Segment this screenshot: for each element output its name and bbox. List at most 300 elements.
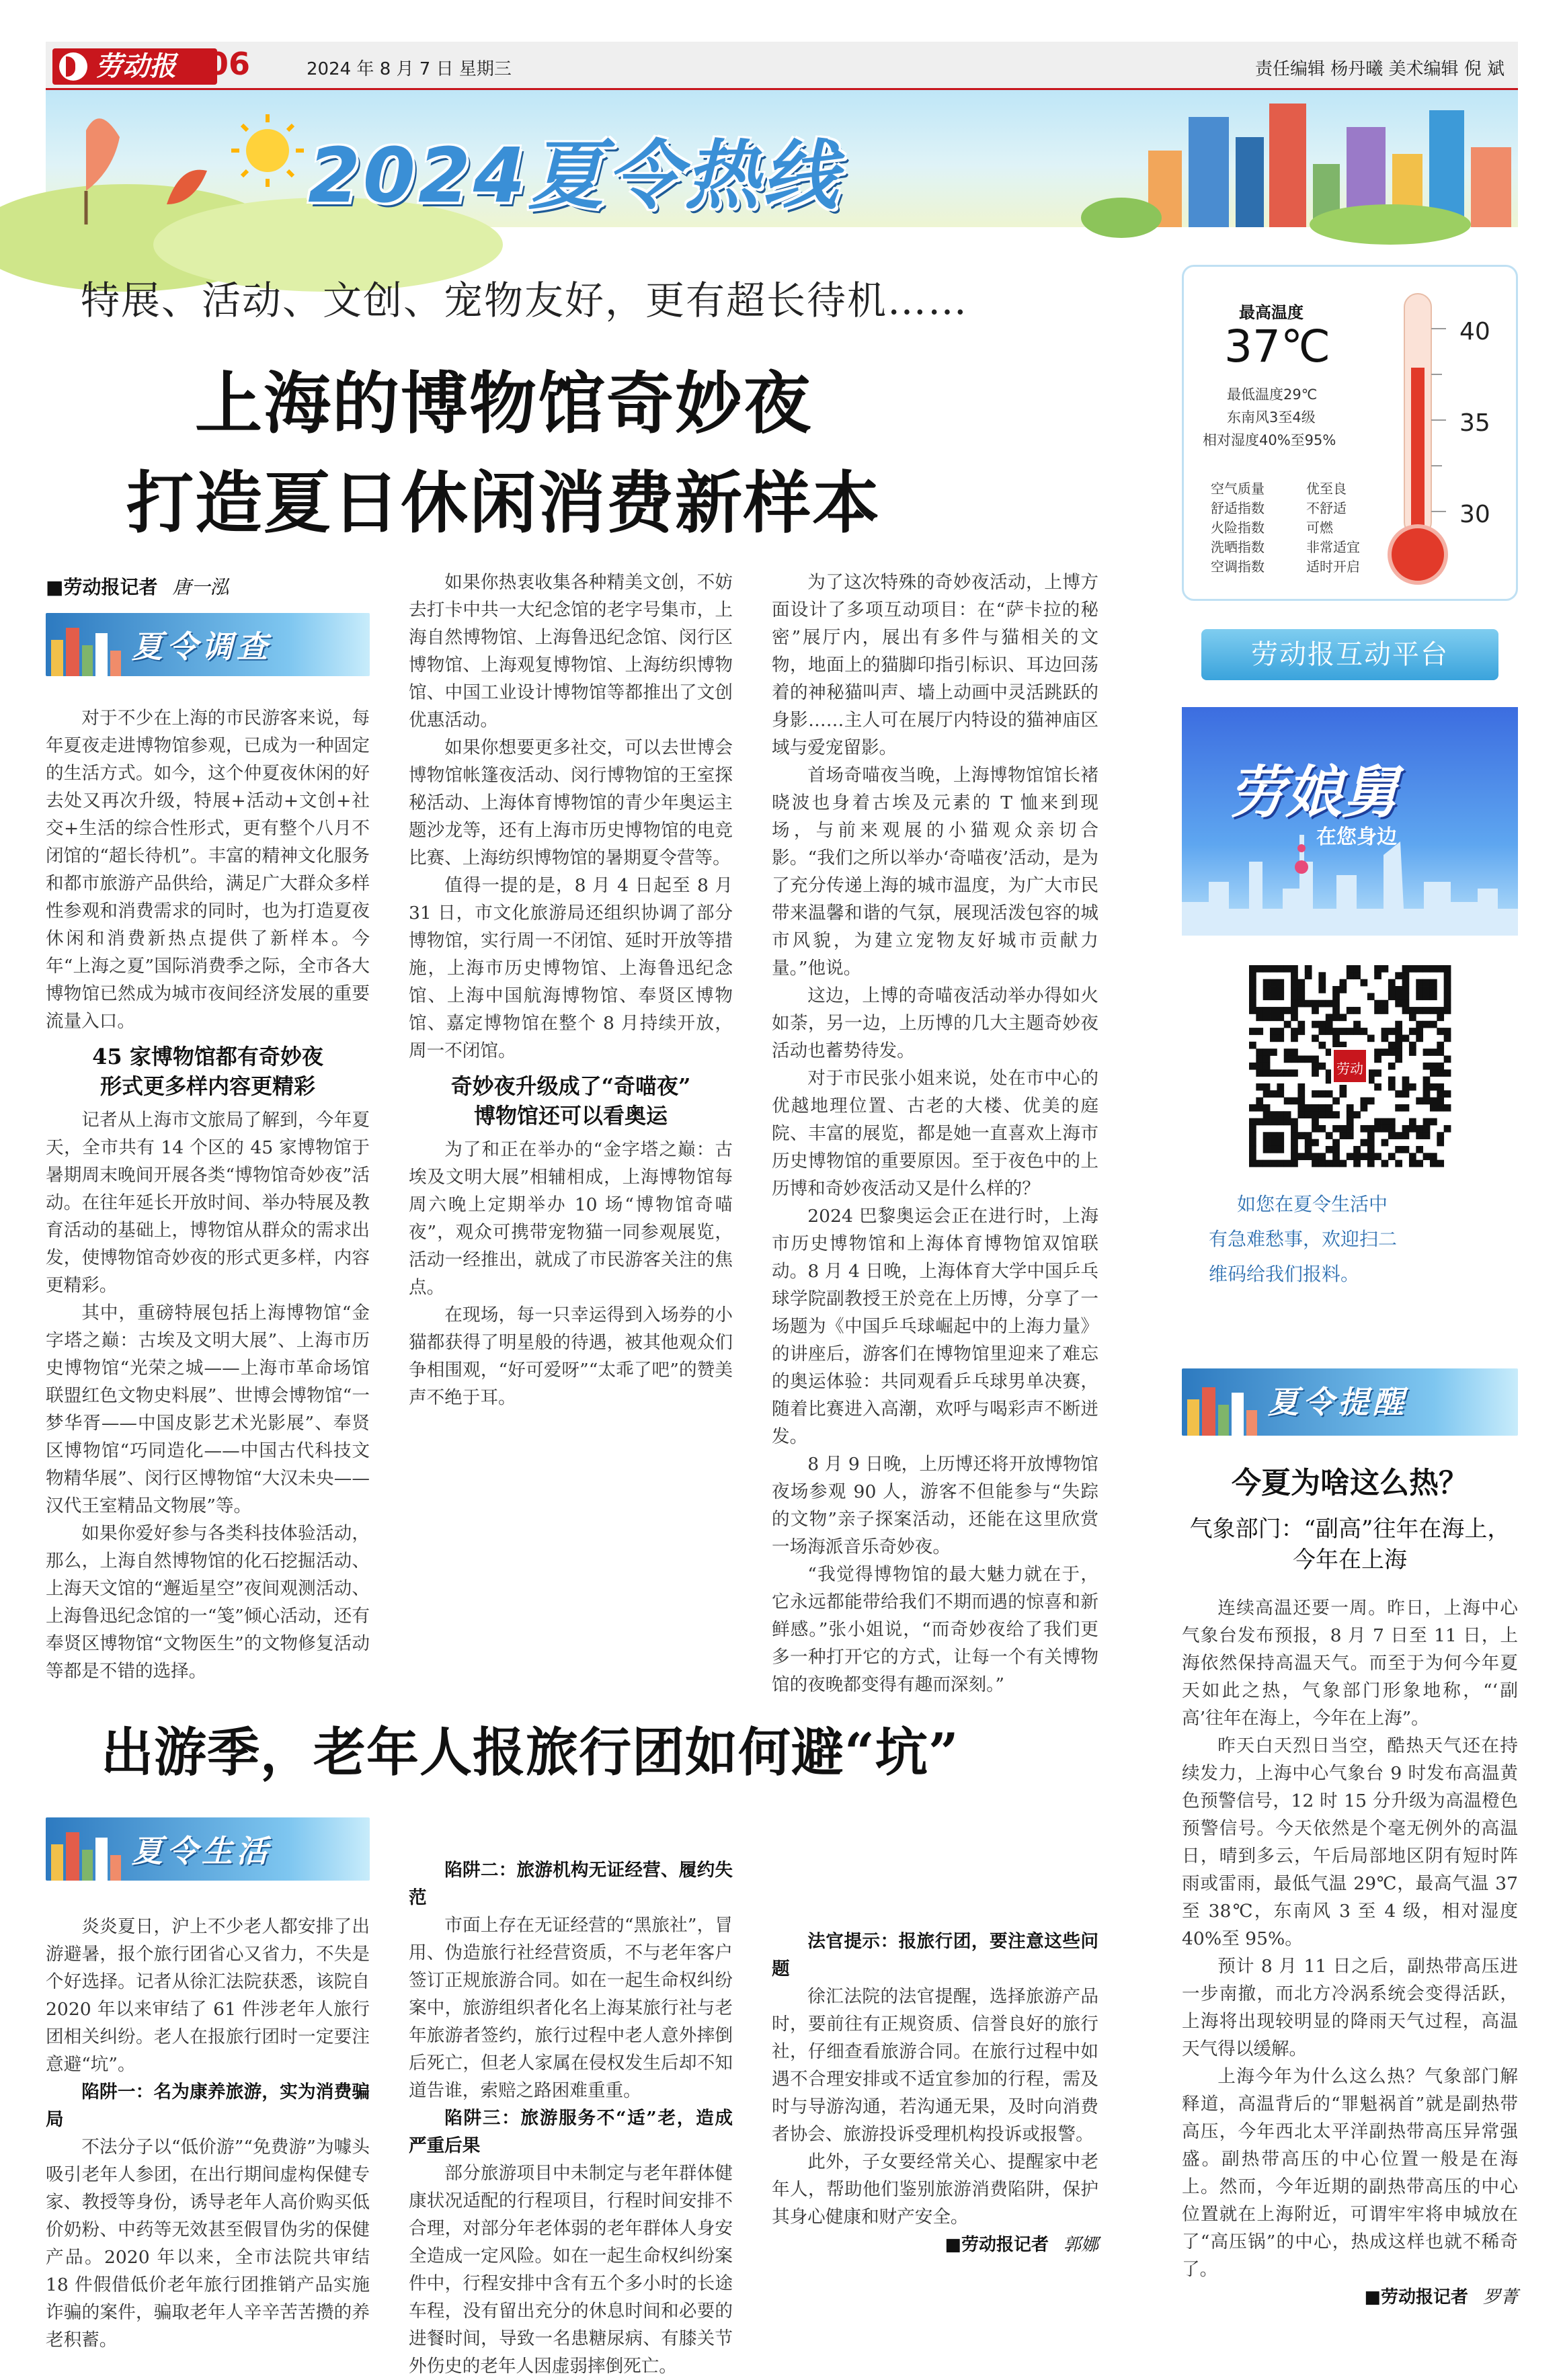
wind: 东南风3至4级: [1227, 409, 1316, 425]
qr-module: [1256, 1028, 1263, 1035]
qr-module: [1249, 1000, 1256, 1008]
qr-module: [1374, 972, 1381, 979]
qr-module: [1297, 1021, 1305, 1028]
qr-module: [1388, 1063, 1396, 1070]
city-skyline-icon: [1182, 1372, 1263, 1436]
qr-module: [1332, 1125, 1340, 1133]
qr-module: [1277, 1007, 1284, 1014]
qr-module: [1409, 1160, 1416, 1167]
qr-module: [1430, 1021, 1437, 1028]
qr-module: [1437, 1042, 1444, 1049]
qr-module: [1381, 965, 1389, 973]
qr-module: [1256, 1098, 1263, 1105]
qr-module: [1416, 1021, 1423, 1028]
qr-module: [1277, 1160, 1284, 1167]
index-row: 火险指数 可燃: [1211, 520, 1333, 536]
qr-module: [1263, 993, 1271, 1000]
qr-module: [1444, 1125, 1451, 1133]
qr-module: [1277, 1146, 1284, 1153]
qr-module: [1416, 1146, 1423, 1153]
article1-subhead-1: 45 家博物馆都有奇妙夜 形式更多样内容更精彩: [92, 1044, 323, 1099]
qr-module: [1318, 1090, 1326, 1098]
qr-module: [1367, 1146, 1375, 1153]
qr-module: [1416, 1160, 1423, 1167]
qr-module: [1318, 1028, 1326, 1035]
qr-module: [1437, 1139, 1444, 1147]
qr-module: [1416, 986, 1423, 993]
qr-module: [1291, 1034, 1298, 1042]
article3-para-3: 市面上存在无证经营的“黑旅社”，冒用、伪造旅行社经营资质，不与老年客户签订正规旅游合同。如在一起生命权纠纷案中，旅游组织者化名上海某旅行社与老年旅游者签约，旅行过程中老人意外摔倒后死亡，但老人家属在侵权发生后却不知道告谁，索赔之路困难重重。: [409, 1915, 733, 2101]
qr-module: [1270, 1160, 1277, 1167]
qr-module: [1402, 965, 1410, 973]
qr-module: [1297, 979, 1305, 987]
qr-module: [1318, 1042, 1326, 1049]
qr-module: [1249, 1132, 1256, 1139]
index-row: 空调指数 适时开启: [1211, 559, 1360, 575]
qr-module: [1270, 1139, 1277, 1147]
interactive-slogan-2: 在您身边: [1316, 825, 1397, 849]
qr-module: [1249, 1146, 1256, 1153]
qr-module: [1270, 1146, 1277, 1153]
qr-module: [1423, 1077, 1431, 1084]
qr-module: [1263, 1132, 1271, 1139]
qr-module: [1312, 1160, 1319, 1167]
article3-para-5: 徐汇法院的法官提醒，选择旅游产品时，要前往有正规资质、信誉良好的旅行社，仔细查看旅游合同。在旅行过程中如遇不合理安排或不适宜参加的行程，需及时与导游沟通，若沟通无果，及时向消费者协会、旅游投诉受理机构投诉或报警。: [772, 1986, 1098, 2145]
qr-module: [1361, 979, 1368, 987]
qr-module: [1416, 1125, 1423, 1133]
qr-module: [1409, 1014, 1416, 1021]
qr-module: [1353, 965, 1361, 973]
qr-module: [1297, 1090, 1305, 1098]
qr-module: [1291, 1098, 1298, 1105]
qr-module: [1409, 1153, 1416, 1160]
article3-column-2: [409, 1801, 733, 2380]
article1-para-10: 为了这次特殊的奇妙夜活动，上博方面设计了多项互动项目：在“萨卡拉的秘密”展厅内，展出有多件与猫相关的文物，地面上的猫脚印指引标识、耳边回荡着的神秘猫叫声、墙上动画中灵活跳跃的身影……主人可在展厅内特设的猫神庙区域与爱宠留影。: [772, 572, 1098, 758]
qr-module: [1291, 1125, 1298, 1133]
qr-module: [1297, 1098, 1305, 1105]
qr-module: [1347, 1028, 1354, 1035]
qr-module: [1395, 1146, 1402, 1153]
qr-module: [1402, 986, 1410, 993]
qr-module: [1284, 1049, 1291, 1056]
article1-column-3: [772, 569, 1098, 1698]
qr-module: [1395, 1021, 1402, 1028]
qr-module: [1388, 1077, 1396, 1084]
qr-module: [1297, 993, 1305, 1000]
qr-module: [1416, 993, 1423, 1000]
qr-module: [1444, 965, 1451, 973]
qr-module: [1444, 986, 1451, 993]
qr-module: [1297, 1000, 1305, 1008]
qr-module: [1367, 1139, 1375, 1147]
article1-para-15: 8 月 9 日晚，上历博还将开放博物馆夜场参观 90 人，游客不但能参与“失踪的文物”亲子探案活动，还能在这里欣赏一场海派音乐奇妙夜。: [772, 1454, 1098, 1557]
article1-para-9: 在现场，每一只幸运得到入场券的小猫都获得了明星般的待遇，被其他观众们争相围观，“好可爱呀”“太乖了吧”的赞美声不绝于耳。: [409, 1305, 733, 1408]
article1-para-12: 这边，上博的奇喵夜活动举办得如火如荼，另一边，上历博的几大主题奇妙夜活动也蓄势待发。: [772, 985, 1098, 1061]
qr-module: [1263, 1083, 1271, 1091]
qr-module: [1332, 1007, 1340, 1014]
qr-module: [1339, 986, 1347, 993]
qr-module: [1409, 1007, 1416, 1014]
qr-module: [1291, 1146, 1298, 1153]
qr-module: [1270, 1090, 1277, 1098]
masthead: [46, 42, 1518, 90]
qr-module: [1256, 1069, 1263, 1077]
scale-35: 35: [1459, 409, 1490, 437]
qr-module: [1284, 1007, 1291, 1014]
qr-module: [1277, 1083, 1284, 1091]
qr-module: [1318, 1160, 1326, 1167]
qr-module: [1423, 986, 1431, 993]
qr-module: [1312, 1139, 1319, 1147]
qr-module: [1430, 986, 1437, 993]
article3-byline: ■劳动报记者 郭娜: [945, 2235, 1098, 2255]
qr-module: [1312, 1104, 1319, 1112]
article3-trap-3-title: 陷阱三：旅游服务不“适”老，造成严重后果: [409, 2108, 733, 2156]
qr-module: [1263, 1090, 1271, 1098]
qr-module: [1430, 1049, 1437, 1056]
qr-module: [1305, 1146, 1312, 1153]
qr-module: [1263, 965, 1271, 973]
article1-column-2: [409, 569, 733, 1411]
qr-module: [1277, 986, 1284, 993]
qr-module: [1381, 1118, 1389, 1126]
qr-module: [1249, 1118, 1256, 1126]
qr-module: [1312, 1069, 1319, 1077]
qr-module: [1361, 1153, 1368, 1160]
qr-module: [1249, 979, 1256, 987]
qr-module: [1416, 1098, 1423, 1105]
qr-module: [1297, 1111, 1305, 1118]
qr-module: [1388, 1042, 1396, 1049]
qr-module: [1444, 993, 1451, 1000]
article1-para-6: 如果你想要更多社交，可以去世博会博物馆帐篷夜活动、闵行博物馆的王室探秘活动、上海体育博物馆的青少年奥运主题沙龙等，还有上海市历史博物馆的电竞比赛、上海纺织博物馆的暑期夏令营等。: [409, 737, 733, 868]
qr-module: [1270, 1049, 1277, 1056]
qr-module: [1361, 1098, 1368, 1105]
qr-module: [1367, 1098, 1375, 1105]
qr-module: [1353, 1021, 1361, 1028]
qr-module: [1395, 986, 1402, 993]
qr-module: [1437, 1160, 1444, 1167]
qr-module: [1361, 1125, 1368, 1133]
qr-module: [1326, 1111, 1333, 1118]
qr-module: [1402, 1090, 1410, 1098]
qr-module: [1437, 1104, 1444, 1112]
qr-module: [1416, 965, 1423, 973]
qr-module: [1353, 1028, 1361, 1035]
city-skyline-icon: [46, 613, 126, 676]
qr-module: [1263, 1014, 1271, 1021]
article3-para-2: 不法分子以“低价游”“免费游”为噱头吸引老年人参团，在出行期间虚构保健专家、教授等身份，诱导老年人高价购买低价奶粉、中药等无效甚至假冒伪劣的保健产品。2020 年以来，全市法院共审结 18 件假借低价老年旅行团推销产品实施诈骗的案件，骗取老年人辛辛苦苦攒的养老积蓄。: [46, 2137, 370, 2350]
qr-module: [1437, 1063, 1444, 1070]
qr-module: [1347, 1118, 1354, 1126]
qr-module: [1291, 1000, 1298, 1008]
section-label-reminder: 夏令提醒: [1268, 1384, 1408, 1420]
qr-module: [1305, 965, 1312, 973]
qr-module: [1291, 1014, 1298, 1021]
article3-trap-1-title: 陷阱一：名为康养旅游，实为消费骗局: [46, 2082, 370, 2130]
interactive-text: [1182, 1187, 1518, 1292]
qr-module: [1326, 1000, 1333, 1008]
qr-module: [1430, 1063, 1437, 1070]
qr-module: [1263, 1111, 1271, 1118]
qr-module: [1318, 1111, 1326, 1118]
qr-module: [1388, 986, 1396, 993]
qr-module: [1430, 1098, 1437, 1105]
qr-module: [1402, 979, 1410, 987]
qr-module: [1444, 1028, 1451, 1035]
qr-module: [1277, 1069, 1284, 1077]
qr-module: [1381, 1160, 1389, 1167]
qr-module: [1367, 1132, 1375, 1139]
qr-module: [1395, 993, 1402, 1000]
qr-module: [1367, 1153, 1375, 1160]
qr-module: [1249, 1160, 1256, 1167]
qr-module: [1353, 972, 1361, 979]
qr-module: [1374, 1069, 1381, 1077]
qr-module: [1249, 1125, 1256, 1133]
qr-module: [1437, 1090, 1444, 1098]
qr-module: [1381, 1125, 1389, 1133]
qr-module: [1305, 1104, 1312, 1112]
qr-module: [1444, 1007, 1451, 1014]
qr-module: [1381, 1139, 1389, 1147]
article1-para-14: 2024 巴黎奥运会正在进行时，上海市历史博物馆和上海体育博物馆双馆联动。8 月 4 日晚，上海体育大学中国乒乓球学院副教授王於竞在上历博，分享了一场题为《中国乒乓球崛起中的上海力量》的讲座后，游客们在博物馆里迎来了难忘的奥运体验：共同观看乒乓球男单决赛，随着比赛进入高潮，欢呼与喝彩声不断迸发。: [772, 1206, 1098, 1447]
qr-module: [1409, 1049, 1416, 1056]
qr-module: [1444, 1069, 1451, 1077]
qr-module: [1318, 986, 1326, 993]
thermometer-icon: [1384, 287, 1451, 589]
qr-module: [1249, 1104, 1256, 1112]
qr-module: [1332, 1111, 1340, 1118]
qr-module: [1395, 1034, 1402, 1042]
qr-module: [1361, 1028, 1368, 1035]
qr-module: [1395, 1132, 1402, 1139]
qr-module: [1381, 1028, 1389, 1035]
qr-module: [1367, 1160, 1375, 1167]
qr-module: [1297, 986, 1305, 993]
qr-module: [1381, 1007, 1389, 1014]
qr-module: [1326, 1021, 1333, 1028]
qr-module: [1430, 1069, 1437, 1077]
qr-module: [1444, 979, 1451, 987]
city-skyline-icon: [46, 1817, 126, 1881]
qr-module: [1444, 1090, 1451, 1098]
qr-module: [1423, 1090, 1431, 1098]
article1-para-4: 如果你爱好参与各类科技体验活动，那么，上海自然博物馆的化石挖掘活动、上海天文馆的“邂逅星空”夜间观测活动、上海鲁迅纪念馆的一“笺”倾心活动，还有奉贤区博物馆“文物医生”的文物修复活动等都是不错的选择。: [46, 1523, 370, 1682]
qr-module: [1284, 1021, 1291, 1028]
qr-module: [1437, 1098, 1444, 1105]
qr-module: [1284, 1118, 1291, 1126]
qr-module: [1284, 965, 1291, 973]
qr-module: [1430, 1153, 1437, 1160]
qr-module: [1347, 1104, 1354, 1112]
qr-module: [1270, 1028, 1277, 1035]
section-banner-life: [46, 1817, 370, 1881]
qr-module: [1430, 993, 1437, 1000]
qr-module: [1388, 993, 1396, 1000]
qr-module: [1332, 993, 1340, 1000]
article1-para-3: 其中，重磅特展包括上海博物馆“金字塔之巅：古埃及文明大展”、上海市历史博物馆“光荣之城——上海市革命场馆联盟红色文物史料展”、世博会博物馆“一梦华胥——中国皮影艺术光影展”、奉贤区博物馆“巧同造化——中国古代科技文物精华展”、闵行区博物馆“大汉未央——汉代王室精品文物展”等。: [46, 1303, 370, 1516]
qr-module: [1312, 1021, 1319, 1028]
interactive-text-line-2: 有急难愁事，欢迎扫二: [1209, 1228, 1398, 1250]
qr-module: [1297, 1132, 1305, 1139]
qr-module: [1277, 1111, 1284, 1118]
index-row: 舒适指数 不舒适: [1211, 500, 1347, 516]
qr-module: [1312, 1063, 1319, 1070]
qr-module: [1395, 1160, 1402, 1167]
qr-module: [1430, 979, 1437, 987]
scale-40: 40: [1459, 318, 1490, 345]
qr-code[interactable]: [1249, 965, 1451, 1167]
qr-module: [1388, 1118, 1396, 1126]
qr-module: [1297, 1055, 1305, 1063]
page-number: 06: [207, 46, 251, 82]
qr-module: [1332, 1034, 1340, 1042]
qr-module: [1291, 1055, 1298, 1063]
qr-module: [1291, 1153, 1298, 1160]
qr-module: [1312, 1034, 1319, 1042]
qr-module: [1437, 1007, 1444, 1014]
qr-module: [1416, 1028, 1423, 1035]
qr-module: [1256, 1049, 1263, 1056]
qr-module: [1416, 979, 1423, 987]
qr-module: [1263, 979, 1271, 987]
qr-module: [1388, 1083, 1396, 1091]
qr-module: [1402, 1083, 1410, 1091]
qr-module: [1277, 993, 1284, 1000]
qr-module: [1347, 1125, 1354, 1133]
qr-module: [1277, 1034, 1284, 1042]
qr-module: [1409, 1042, 1416, 1049]
qr-module: [1347, 1153, 1354, 1160]
qr-module: [1361, 1139, 1368, 1147]
qr-module: [1318, 1153, 1326, 1160]
qr-module: [1374, 1153, 1381, 1160]
qr-module: [1423, 1153, 1431, 1160]
qr-module: [1423, 1049, 1431, 1056]
qr-module: [1291, 1069, 1298, 1077]
qr-module: [1409, 1028, 1416, 1035]
qr-module: [1256, 1104, 1263, 1112]
qr-module: [1305, 1132, 1312, 1139]
article1-para-1: 对于不少在上海的市民游客来说，每年夏夜走进博物馆参观，已成为一种固定的生活方式。如今，这个仲夏夜休闲的好去处又再次升级，特展+活动+文创+社交+生活的综合性形式，更有整个八月不闭馆的“超长待机”。丰富的精神文化服务和都市旅游产品供给，满足广大群众多样性参观和消费需求的同时，也为打造夏夜休闲和消费新热点提供了新样本。今年“上海之夏”国际消费季之际，全市各大博物馆已然成为城市夜间经济发展的重要流量入口。: [46, 708, 370, 1032]
qr-module: [1305, 972, 1312, 979]
qr-module: [1388, 1125, 1396, 1133]
qr-module: [1409, 965, 1416, 973]
qr-module: [1297, 1104, 1305, 1112]
qr-module: [1249, 993, 1256, 1000]
qr-module: [1305, 1153, 1312, 1160]
article1-para-13: 对于市民张小姐来说，处在市中心的优越地理位置、古老的大楼、优美的庭院、丰富的展览，都是她一直喜欢上海市历史博物馆的重要原因。至于夜色中的上历博和奇妙夜活动又是什么样的？: [772, 1068, 1098, 1199]
qr-module: [1388, 1028, 1396, 1035]
section-label-life: 夏令生活: [132, 1833, 272, 1869]
weather-box: [1182, 265, 1518, 601]
article1-para-8: 为了和正在举办的“金字塔之巅：古埃及文明大展”相辅相成，上海博物馆每周六晚上定期举办 10 场“博物馆奇喵夜”，观众可携带宠物猫一同参观展览，活动一经推出，就成了市民游客关注的焦点。: [409, 1139, 733, 1298]
qr-module: [1326, 1160, 1333, 1167]
qr-module: [1430, 1007, 1437, 1014]
article3-para-6: 此外，子女要经常关心、提醒家中老年人，帮助他们鉴别旅游消费陷阱，保护其身心健康和财产安全。: [772, 2151, 1098, 2227]
qr-module: [1402, 1146, 1410, 1153]
article1-para-5: 如果你热衷收集各种精美文创，不妨去打卡中共一大纪念馆的老字号集市，上海自然博物馆、上海鲁迅纪念馆、闵行区博物馆、上海观复博物馆、上海纺织博物馆、中国工业设计博物馆等都推出了文创优惠活动。: [409, 572, 733, 731]
qr-module: [1332, 986, 1340, 993]
qr-module: [1347, 1132, 1354, 1139]
qr-module: [1332, 1160, 1340, 1167]
qr-module: [1270, 1069, 1277, 1077]
qr-module: [1284, 1160, 1291, 1167]
qr-module: [1395, 1042, 1402, 1049]
qr-module: [1409, 1125, 1416, 1133]
qr-module: [1347, 1111, 1354, 1118]
qr-module: [1291, 1007, 1298, 1014]
humidity: 相对湿度40%至95%: [1203, 432, 1336, 448]
qr-module: [1263, 1069, 1271, 1077]
qr-module: [1395, 1055, 1402, 1063]
qr-module: [1437, 1083, 1444, 1091]
qr-module: [1444, 972, 1451, 979]
qr-module: [1395, 1090, 1402, 1098]
qr-module: [1297, 1083, 1305, 1091]
qr-module: [1256, 1118, 1263, 1126]
qr-module: [1444, 1055, 1451, 1063]
qr-module: [1367, 1034, 1375, 1042]
qr-module: [1332, 1139, 1340, 1147]
scale-30: 30: [1459, 501, 1490, 528]
qr-module: [1270, 1014, 1277, 1021]
qr-module: [1444, 1034, 1451, 1042]
qr-module: [1339, 1014, 1347, 1021]
max-temp-label: 最高温度: [1239, 303, 1304, 322]
qr-module: [1402, 993, 1410, 1000]
qr-module: [1312, 1125, 1319, 1133]
section-banner-reminder: [1182, 1368, 1518, 1436]
qr-module: [1318, 1063, 1326, 1070]
interactive-platform: [1182, 618, 1518, 1292]
qr-module: [1249, 1042, 1256, 1049]
qr-module: [1402, 1007, 1410, 1014]
qr-module: [1312, 1090, 1319, 1098]
article1-column-1: [46, 573, 370, 1685]
article1-para-11: 首场奇喵夜当晚，上海博物馆馆长褚晓波也身着古埃及元素的 T 恤来到现场，与前来观展的小猫观众亲切合影。“我们之所以举办‘奇喵夜’活动，是为了充分传递上海的城市温度，为广大市民带来温馨和谐的气氛，展现活泼包容的城市风貌，为建立宠物友好城市贡献力量。”他说。: [772, 765, 1098, 979]
article3-tip-title: 法官提示：报旅行团，要注意这些问题: [772, 1931, 1098, 1979]
qr-module: [1423, 1132, 1431, 1139]
qr-module: [1374, 965, 1381, 973]
qr-module: [1270, 993, 1277, 1000]
article3-column-3: [772, 1801, 1098, 2256]
qr-module: [1402, 1000, 1410, 1008]
qr-module: [1416, 1034, 1423, 1042]
qr-module: [1437, 1028, 1444, 1035]
qr-module: [1284, 1055, 1291, 1063]
qr-module: [1374, 1125, 1381, 1133]
qr-module: [1332, 1000, 1340, 1008]
qr-module: [1297, 1153, 1305, 1160]
article1-headline-1: 上海的博物馆奇妙夜: [195, 364, 812, 443]
qr-module: [1339, 1125, 1347, 1133]
article2-para-1: 连续高温还要一周。昨日，上海中心气象台发布预报，8 月 7 日至 11 日，上海依然保持高温天气。而至于为何今年夏天如此之热，气象部门形象地称，“‘副高’往年在海上，今年在上海”。: [1182, 1598, 1518, 1729]
qr-module: [1332, 1146, 1340, 1153]
qr-module: [1249, 1063, 1256, 1070]
qr-module: [1388, 1049, 1396, 1056]
qr-module: [1297, 1028, 1305, 1035]
qr-module: [1332, 1028, 1340, 1035]
qr-module: [1284, 1098, 1291, 1105]
qr-module: [1430, 1104, 1437, 1112]
qr-module: [1318, 1021, 1326, 1028]
qr-module: [1263, 986, 1271, 993]
article1-kicker: 特展、活动、文创、宠物友好，更有超长待机……: [81, 278, 969, 323]
qr-module: [1374, 1007, 1381, 1014]
qr-module: [1339, 1132, 1347, 1139]
